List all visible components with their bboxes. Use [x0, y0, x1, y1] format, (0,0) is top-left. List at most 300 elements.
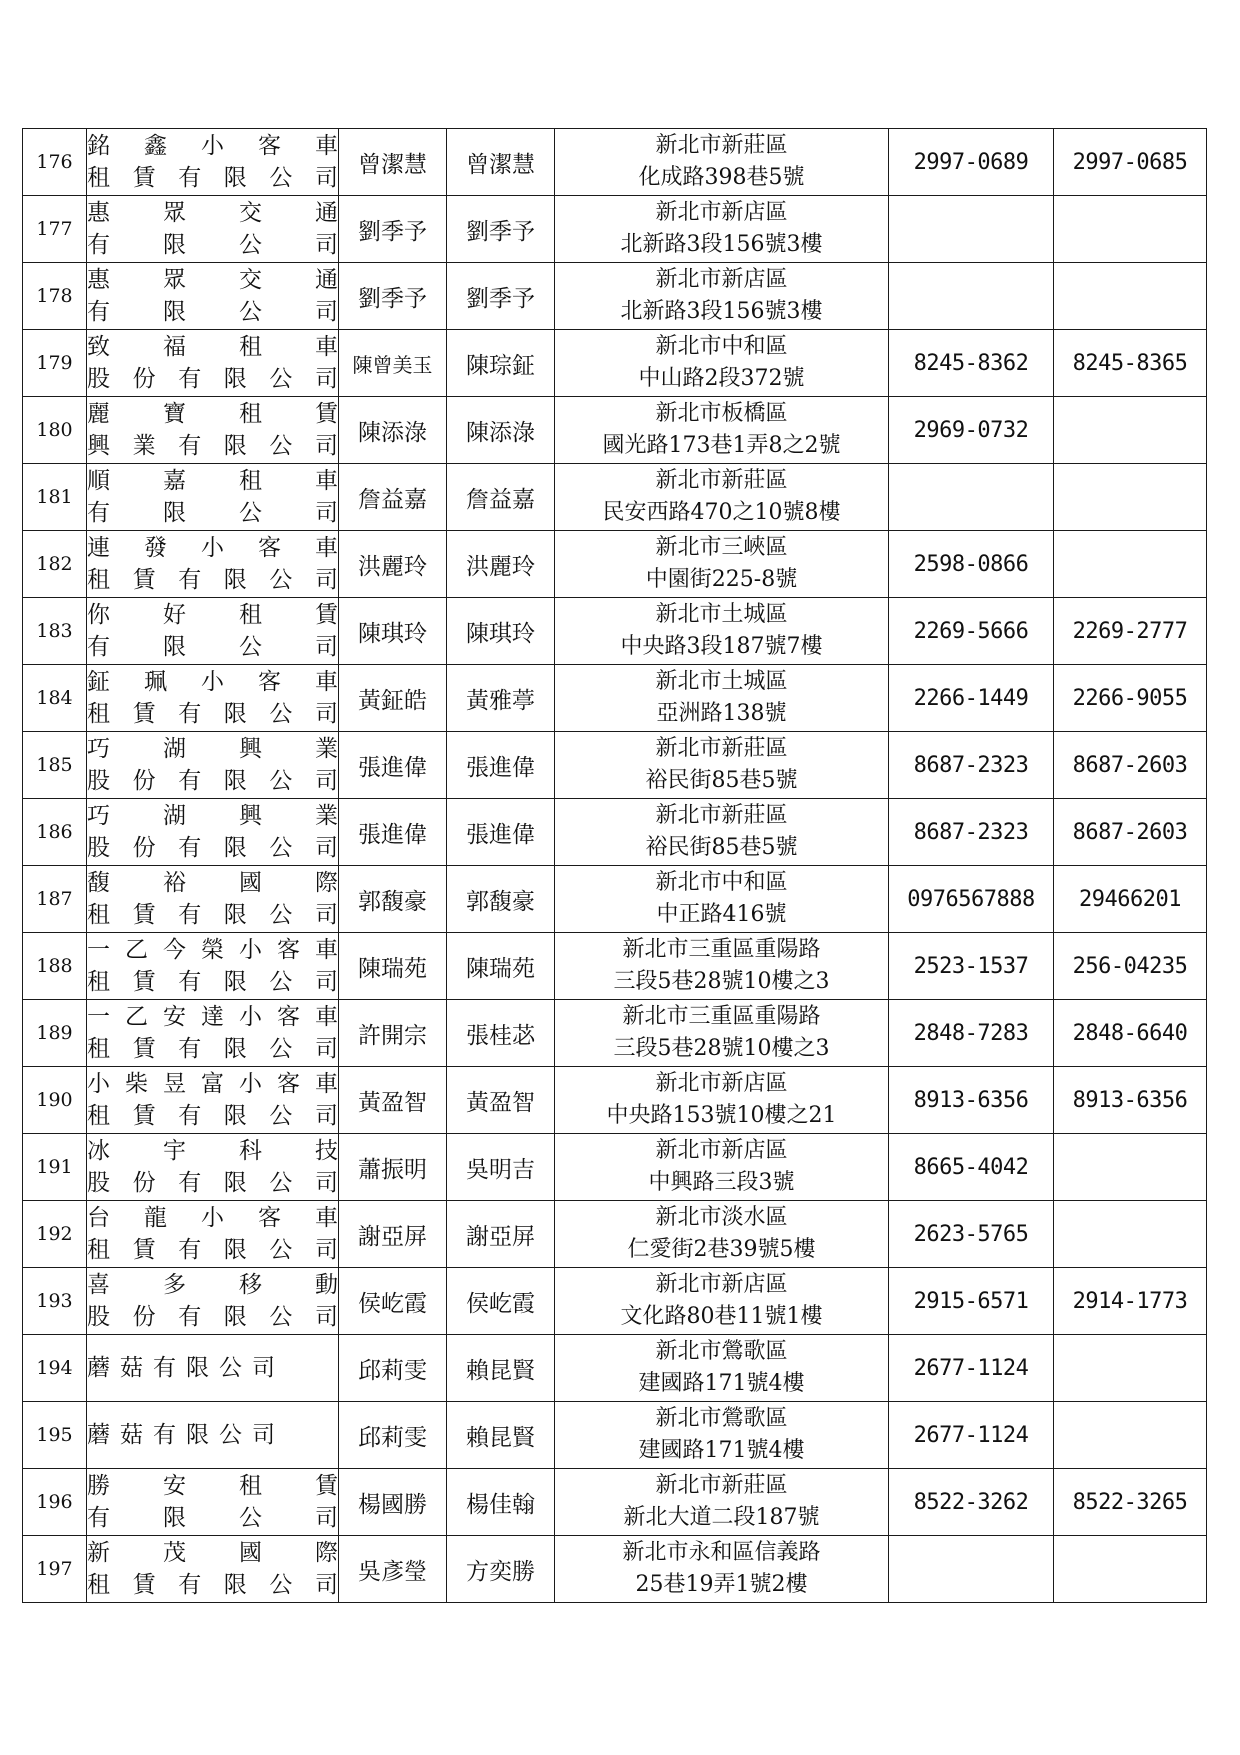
- fax-number: [1054, 1536, 1207, 1603]
- address-line-1: 新北市新店區: [655, 1272, 788, 1297]
- phone-number: 8522-3262: [889, 1469, 1054, 1536]
- address: [555, 129, 889, 196]
- manager: 張進偉: [447, 799, 555, 866]
- company-name-char: 一: [87, 1004, 110, 1030]
- fax-number: 2848-6640: [1054, 1000, 1207, 1067]
- company-name-char: 限: [223, 567, 247, 593]
- table-row: [23, 1536, 1207, 1603]
- company-name-char: 有: [178, 1304, 202, 1330]
- row-number: 181: [23, 464, 87, 531]
- company-name-line-2: [87, 765, 338, 797]
- company-name-char: 福: [163, 334, 186, 360]
- company-name-line-2: [87, 1100, 338, 1132]
- manager: 黃盈智: [447, 1067, 555, 1134]
- company-name-char: 租: [87, 1103, 110, 1129]
- company-name: [87, 397, 339, 464]
- company-name-char: 有: [178, 165, 202, 191]
- company-name-char: 限: [223, 902, 247, 928]
- address-line-2: 中興路三段3號: [648, 1170, 795, 1195]
- company-name-char: 公: [219, 1355, 252, 1381]
- company-name-char: 有: [178, 567, 202, 593]
- company-name-char: 蘑: [87, 1355, 120, 1381]
- company-name-line-1: [87, 197, 338, 229]
- fax-number: [1054, 1134, 1207, 1201]
- company-name-char: 客: [258, 669, 281, 695]
- fax-number: [1054, 397, 1207, 464]
- address-line-2: 文化路80巷11號1樓: [620, 1304, 823, 1329]
- company-name-char: 司: [315, 232, 338, 258]
- company-name-line-2: [87, 832, 338, 864]
- manager: 陳瑞苑: [447, 933, 555, 1000]
- company-name-char: 車: [315, 133, 338, 159]
- address-line-2: 建國路171號4樓: [638, 1438, 805, 1463]
- company-name-line-1: [87, 130, 338, 162]
- company-name-char: 你: [87, 602, 110, 628]
- company-name-char: 菇: [120, 1355, 153, 1381]
- company-name-char: 司: [314, 1304, 338, 1330]
- table-row: [23, 933, 1207, 1000]
- address: [555, 799, 889, 866]
- company-name-char: 司: [314, 701, 338, 727]
- company-name: [87, 1402, 339, 1469]
- row-number: 189: [23, 1000, 87, 1067]
- manager: 侯屹霞: [447, 1268, 555, 1335]
- table-row: [23, 531, 1207, 598]
- company-name: [87, 1000, 339, 1067]
- phone-number: 2269-5666: [889, 598, 1054, 665]
- fax-number: 8687-2603: [1054, 799, 1207, 866]
- table-row: [23, 1000, 1207, 1067]
- company-name-char: 司: [252, 1355, 285, 1381]
- company-name-char: 龍: [144, 1205, 167, 1231]
- manager: 方奕勝: [447, 1536, 555, 1603]
- company-name-char: 菇: [120, 1422, 153, 1448]
- company-name-line-1: [87, 264, 338, 296]
- table-row: [23, 1469, 1207, 1536]
- company-name-char: 租: [239, 1473, 262, 1499]
- address-line-1: 新北市新莊區: [655, 736, 788, 761]
- phone-number: 2623-5765: [889, 1201, 1054, 1268]
- address: [555, 1469, 889, 1536]
- phone-number: 8665-4042: [889, 1134, 1054, 1201]
- company-name-char: 限: [223, 1170, 247, 1196]
- company-name-char: 車: [315, 468, 338, 494]
- company-name-char: 眾: [163, 267, 186, 293]
- company-name-char: 租: [239, 334, 262, 360]
- manager: 陳添淥: [447, 397, 555, 464]
- manager: 劉季予: [447, 263, 555, 330]
- company-name-char: 湖: [163, 803, 186, 829]
- company-name-char: 公: [219, 1422, 252, 1448]
- company-name-char: 有: [178, 1170, 202, 1196]
- manager: 賴昆賢: [447, 1402, 555, 1469]
- company-name-line-2: [87, 564, 338, 596]
- company-name-char: 有: [178, 1572, 202, 1598]
- table-row: [23, 397, 1207, 464]
- company-name-char: 份: [132, 1170, 156, 1196]
- company-name-char: 份: [132, 768, 156, 794]
- company-name-char: 通: [315, 200, 338, 226]
- company-name-char: 興: [239, 736, 262, 762]
- table-row: [23, 665, 1207, 732]
- company-name-char: 台: [87, 1205, 110, 1231]
- row-number: 179: [23, 330, 87, 397]
- company-name-char: 有: [153, 1422, 186, 1448]
- company-name-char: 公: [269, 433, 293, 459]
- fax-number: 8687-2603: [1054, 732, 1207, 799]
- manager: 郭馥豪: [447, 866, 555, 933]
- company-name-char: 惠: [87, 267, 110, 293]
- company-name-char: 安: [163, 1004, 186, 1030]
- company-name-char: 限: [223, 969, 247, 995]
- phone-number: 8913-6356: [889, 1067, 1054, 1134]
- company-name-char: 喜: [87, 1272, 110, 1298]
- company-name-char: 份: [132, 366, 156, 392]
- company-name-char: 多: [163, 1272, 186, 1298]
- company-name-char: 際: [315, 1540, 338, 1566]
- company-name-char: 小: [201, 669, 224, 695]
- row-number: 196: [23, 1469, 87, 1536]
- table-row: [23, 1402, 1207, 1469]
- company-name-char: 司: [314, 433, 338, 459]
- manager: 賴昆賢: [447, 1335, 555, 1402]
- phone-number: 2677-1124: [889, 1335, 1054, 1402]
- company-name-char: 公: [269, 768, 293, 794]
- manager: 劉季予: [447, 196, 555, 263]
- phone-number: 2266-1449: [889, 665, 1054, 732]
- address: [555, 397, 889, 464]
- company-name-line-1: [87, 1068, 338, 1100]
- company-name-char: 股: [87, 768, 110, 794]
- company-name-char: 公: [239, 1505, 262, 1531]
- company-name-char: 乙: [125, 1004, 148, 1030]
- row-number: 176: [23, 129, 87, 196]
- company-name-char: 勝: [87, 1473, 110, 1499]
- company-name-char: 股: [87, 835, 110, 861]
- company-name-char: 銘: [87, 133, 110, 159]
- company-name-char: 有: [178, 1237, 202, 1263]
- company-name-char: 公: [269, 1103, 293, 1129]
- rental-company-table: [22, 128, 1207, 1603]
- company-name-char: 賃: [132, 701, 156, 727]
- company-name-char: 份: [132, 835, 156, 861]
- company-name-char: 司: [314, 969, 338, 995]
- company-name-char: 司: [314, 1170, 338, 1196]
- row-number: 184: [23, 665, 87, 732]
- fax-number: 256-04235: [1054, 933, 1207, 1000]
- address-line-1: 新北市中和區: [655, 870, 788, 895]
- company-name-char: 公: [269, 835, 293, 861]
- table-body: [23, 129, 1207, 1603]
- company-name-char: 小: [239, 1071, 262, 1097]
- company-name-line-1: [87, 800, 338, 832]
- representative: 陳曾美玉: [339, 330, 447, 397]
- company-name-char: 公: [269, 1237, 293, 1263]
- address-line-1: 新北市土城區: [655, 602, 788, 627]
- company-name-line-1: [87, 599, 338, 631]
- address-line-2: 中園街225-8號: [645, 567, 798, 592]
- company-name-char: 司: [315, 299, 338, 325]
- address-line-1: 新北市中和區: [655, 334, 788, 359]
- table-row: [23, 799, 1207, 866]
- manager: 吳明吉: [447, 1134, 555, 1201]
- address: [555, 866, 889, 933]
- address-line-2: 中央路3段187號7樓: [620, 634, 823, 659]
- company-name-char: 限: [223, 768, 247, 794]
- address-line-1: 新北市永和區信義路: [622, 1540, 821, 1565]
- company-name-char: 限: [163, 299, 186, 325]
- address: [555, 1536, 889, 1603]
- company-name-line-1: [87, 532, 338, 564]
- address-line-2: 建國路171號4樓: [638, 1371, 805, 1396]
- company-name-char: 限: [223, 1103, 247, 1129]
- company-name-char: 限: [163, 232, 186, 258]
- address: [555, 531, 889, 598]
- address: [555, 1201, 889, 1268]
- company-name-char: 車: [315, 1004, 338, 1030]
- company-name-char: 公: [239, 299, 262, 325]
- address-line-2: 中央路153號10樓之21: [606, 1103, 837, 1128]
- fax-number: 2266-9055: [1054, 665, 1207, 732]
- company-name-char: 限: [186, 1422, 219, 1448]
- company-name-line-1: [87, 1537, 338, 1569]
- table-row: [23, 866, 1207, 933]
- company-name-char: 租: [87, 969, 110, 995]
- company-name-line-1: [87, 465, 338, 497]
- address-line-2: 民安西路470之10號8樓: [602, 500, 841, 525]
- address-line-2: 北新路3段156號3樓: [620, 299, 823, 324]
- company-name-char: 賃: [132, 902, 156, 928]
- company-name-char: 蘑: [87, 1422, 120, 1448]
- company-name-char: 限: [223, 433, 247, 459]
- row-number: 192: [23, 1201, 87, 1268]
- company-name-char: 小: [201, 133, 224, 159]
- company-name-char: 限: [223, 1237, 247, 1263]
- phone-number: [889, 263, 1054, 330]
- company-name-char: 車: [315, 937, 338, 963]
- row-number: 188: [23, 933, 87, 1000]
- representative: 吳彥瑩: [339, 1536, 447, 1603]
- company-name-char: 公: [269, 165, 293, 191]
- manager: 楊佳翰: [447, 1469, 555, 1536]
- representative: 劉季予: [339, 196, 447, 263]
- manager: 詹益嘉: [447, 464, 555, 531]
- company-name-char: 巧: [87, 803, 110, 829]
- company-name-char: 限: [223, 366, 247, 392]
- address-line-1: 新北市新店區: [655, 200, 788, 225]
- company-name-char: 動: [315, 1272, 338, 1298]
- table-row: [23, 732, 1207, 799]
- company-name-char: 小: [87, 1071, 110, 1097]
- company-name-line-2: [87, 698, 338, 730]
- address: [555, 1268, 889, 1335]
- address-line-1: 新北市三重區重陽路: [622, 937, 821, 962]
- company-name-line-1: [87, 1269, 338, 1301]
- company-name: [87, 665, 339, 732]
- company-name-char: 新: [87, 1540, 110, 1566]
- row-number: 187: [23, 866, 87, 933]
- representative: 陳瑞苑: [339, 933, 447, 1000]
- phone-number: 2677-1124: [889, 1402, 1054, 1469]
- company-name: [87, 1469, 339, 1536]
- company-name-char: 賃: [132, 165, 156, 191]
- company-name-char: 巧: [87, 736, 110, 762]
- company-name-char: 昱: [163, 1071, 186, 1097]
- company-name-char: 有: [178, 1036, 202, 1062]
- company-name-char: 通: [315, 267, 338, 293]
- table-row: [23, 1268, 1207, 1335]
- company-name-char: 客: [277, 1004, 300, 1030]
- company-name-char: 租: [239, 468, 262, 494]
- row-number: 177: [23, 196, 87, 263]
- fax-number: 2269-2777: [1054, 598, 1207, 665]
- phone-number: 8687-2323: [889, 799, 1054, 866]
- representative: 陳琪玲: [339, 598, 447, 665]
- phone-number: 8245-8362: [889, 330, 1054, 397]
- address: [555, 1000, 889, 1067]
- company-name-char: 交: [239, 200, 262, 226]
- table-row: [23, 1335, 1207, 1402]
- address-line-1: 新北市新莊區: [655, 468, 788, 493]
- address-line-1: 新北市新店區: [655, 1071, 788, 1096]
- company-name-char: 技: [315, 1138, 338, 1164]
- company-name: [87, 1067, 339, 1134]
- fax-number: 8522-3265: [1054, 1469, 1207, 1536]
- representative: 許開宗: [339, 1000, 447, 1067]
- manager: 陳琪玲: [447, 598, 555, 665]
- company-name-char: 湖: [163, 736, 186, 762]
- company-name-char: 司: [314, 1036, 338, 1062]
- manager: 黃雅葶: [447, 665, 555, 732]
- manager: 張桂苾: [447, 1000, 555, 1067]
- address-line-2: 中正路416號: [656, 902, 787, 927]
- company-name-char: 司: [314, 165, 338, 191]
- company-name: [87, 866, 339, 933]
- company-name-char: 珮: [144, 669, 167, 695]
- company-name-line-1: [87, 934, 338, 966]
- representative: 黃鉦皓: [339, 665, 447, 732]
- address: [555, 933, 889, 1000]
- company-name-line-2: [87, 1569, 338, 1601]
- company-name-char: 小: [239, 1004, 262, 1030]
- company-name-char: 達: [201, 1004, 224, 1030]
- company-name-char: 司: [314, 1237, 338, 1263]
- company-name-char: 茂: [163, 1540, 186, 1566]
- company-name-char: 司: [314, 567, 338, 593]
- company-name-char: 賃: [315, 602, 338, 628]
- company-name-char: 客: [258, 1205, 281, 1231]
- company-name-char: 車: [315, 1071, 338, 1097]
- row-number: 191: [23, 1134, 87, 1201]
- representative: 謝亞屏: [339, 1201, 447, 1268]
- company-name-line-2: [87, 296, 338, 328]
- company-name-char: 租: [239, 602, 262, 628]
- company-name-char: 司: [315, 1505, 338, 1531]
- company-name-char: 車: [315, 1205, 338, 1231]
- company-name-line-1: [87, 1352, 338, 1384]
- address: [555, 196, 889, 263]
- address-line-2: 亞洲路138號: [656, 701, 787, 726]
- company-name-line-2: [87, 1301, 338, 1333]
- address: [555, 1335, 889, 1402]
- company-name-char: 司: [314, 366, 338, 392]
- company-name: [87, 799, 339, 866]
- company-name: [87, 1134, 339, 1201]
- representative: 洪麗玲: [339, 531, 447, 598]
- company-name-line-1: [87, 666, 338, 698]
- row-number: 193: [23, 1268, 87, 1335]
- company-name: [87, 330, 339, 397]
- company-name-char: 租: [87, 567, 110, 593]
- company-name-char: 車: [315, 669, 338, 695]
- address: [555, 598, 889, 665]
- company-name-char: 有: [178, 366, 202, 392]
- company-name-char: 有: [178, 701, 202, 727]
- company-name-char: 租: [87, 701, 110, 727]
- representative: 邱莉雯: [339, 1402, 447, 1469]
- company-name-char: 公: [269, 969, 293, 995]
- company-name-char: 有: [178, 902, 202, 928]
- address: [555, 330, 889, 397]
- representative: 曾潔慧: [339, 129, 447, 196]
- company-name-char: 客: [258, 535, 281, 561]
- company-name-char: 裕: [163, 870, 186, 896]
- company-name-char: 客: [277, 937, 300, 963]
- company-name-char: 安: [163, 1473, 186, 1499]
- company-name-char: 連: [87, 535, 110, 561]
- company-name-char: 致: [87, 334, 110, 360]
- company-name-char: 公: [239, 634, 262, 660]
- company-name-char: 有: [178, 768, 202, 794]
- representative: 蕭振明: [339, 1134, 447, 1201]
- company-name-char: 租: [87, 1572, 110, 1598]
- company-name-char: 榮: [201, 937, 224, 963]
- company-name-char: 司: [315, 634, 338, 660]
- fax-number: 2997-0685: [1054, 129, 1207, 196]
- manager: 謝亞屏: [447, 1201, 555, 1268]
- manager: 張進偉: [447, 732, 555, 799]
- address-line-2: 裕民街85巷5號: [645, 835, 798, 860]
- company-name-char: 司: [314, 768, 338, 794]
- company-name-line-2: [87, 1502, 338, 1534]
- company-name-char: 車: [315, 334, 338, 360]
- company-name-line-1: [87, 867, 338, 899]
- manager: 洪麗玲: [447, 531, 555, 598]
- company-name-char: 司: [252, 1422, 285, 1448]
- fax-number: [1054, 531, 1207, 598]
- address: [555, 665, 889, 732]
- company-name-char: 租: [87, 902, 110, 928]
- company-name-char: 寶: [163, 401, 186, 427]
- company-name-char: 客: [258, 133, 281, 159]
- table-row: [23, 598, 1207, 665]
- company-name-char: 麗: [87, 401, 110, 427]
- table-row: [23, 1067, 1207, 1134]
- representative: 張進偉: [339, 732, 447, 799]
- row-number: 194: [23, 1335, 87, 1402]
- fax-number: [1054, 263, 1207, 330]
- company-name-line-1: [87, 1419, 338, 1451]
- company-name-line-2: [87, 899, 338, 931]
- representative: 劉季予: [339, 263, 447, 330]
- company-name-char: 司: [314, 1572, 338, 1598]
- row-number: 190: [23, 1067, 87, 1134]
- company-name-line-1: [87, 331, 338, 363]
- company-name-char: 一: [87, 937, 110, 963]
- company-name-line-1: [87, 1202, 338, 1234]
- company-name-char: 惠: [87, 200, 110, 226]
- company-name-char: 賃: [132, 567, 156, 593]
